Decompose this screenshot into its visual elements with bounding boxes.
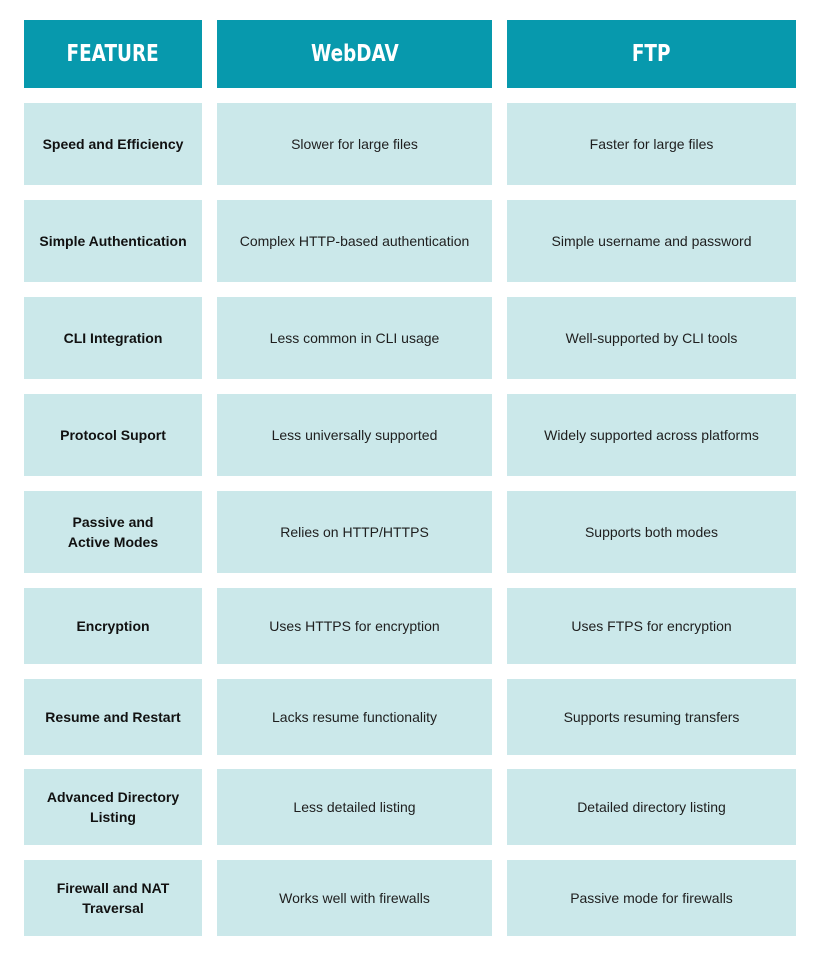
header-feature xyxy=(24,20,202,88)
webdav-cell: Lacks resume functionality xyxy=(217,679,492,755)
header-ftp xyxy=(507,20,796,88)
ftp-cell: Simple username and password xyxy=(507,200,796,282)
webdav-cell: Less detailed listing xyxy=(217,769,492,845)
webdav-cell: Less common in CLI usage xyxy=(217,297,492,379)
ftp-cell: Supports both modes xyxy=(507,491,796,573)
ftp-cell: Well-supported by CLI tools xyxy=(507,297,796,379)
webdav-cell: Complex HTTP-based authentication xyxy=(217,200,492,282)
webdav-cell: Slower for large files xyxy=(217,103,492,185)
feature-cell: Speed and Efficiency xyxy=(24,103,202,185)
ftp-cell: Detailed directory listing xyxy=(507,769,796,845)
header-webdav-label: WebDAV xyxy=(310,41,399,67)
webdav-cell: Less universally supported xyxy=(217,394,492,476)
feature-cell: Encryption xyxy=(24,588,202,664)
webdav-cell: Works well with firewalls xyxy=(217,860,492,936)
feature-cell: Resume and Restart xyxy=(24,679,202,755)
ftp-cell: Uses FTPS for encryption xyxy=(507,588,796,664)
header-webdav xyxy=(217,20,492,88)
feature-cell: Advanced Directory Listing xyxy=(24,769,202,845)
feature-cell: CLI Integration xyxy=(24,297,202,379)
feature-cell: Firewall and NAT Traversal xyxy=(24,860,202,936)
webdav-cell: Uses HTTPS for encryption xyxy=(217,588,492,664)
ftp-cell: Supports resuming transfers xyxy=(507,679,796,755)
ftp-cell: Passive mode for firewalls xyxy=(507,860,796,936)
feature-cell: Simple Authentication xyxy=(24,200,202,282)
header-ftp-label: FTP xyxy=(632,41,671,67)
webdav-cell: Relies on HTTP/HTTPS xyxy=(217,491,492,573)
ftp-cell: Faster for large files xyxy=(507,103,796,185)
feature-cell: Passive and Active Modes xyxy=(24,491,202,573)
feature-cell: Protocol Suport xyxy=(24,394,202,476)
ftp-cell: Widely supported across platforms xyxy=(507,394,796,476)
header-feature-label: FEATURE xyxy=(66,41,160,67)
